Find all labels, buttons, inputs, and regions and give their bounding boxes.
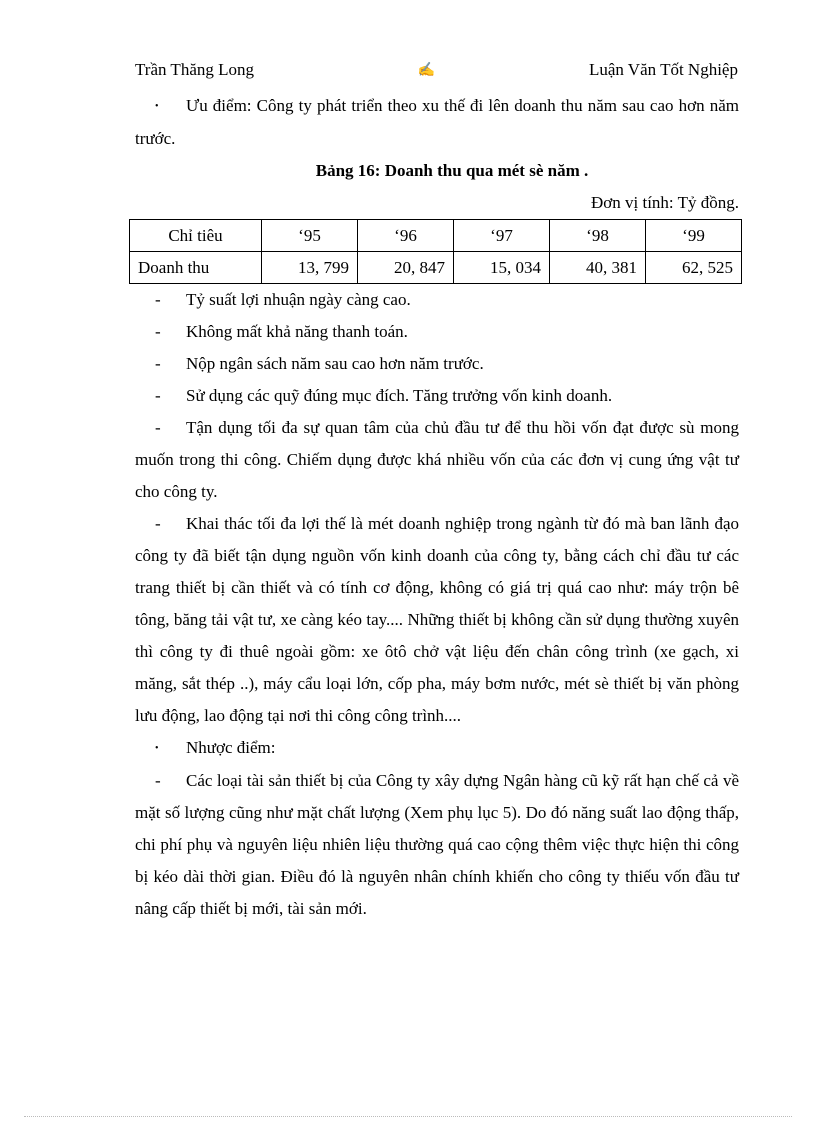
table-header-cell: Chỉ tiêu	[130, 220, 262, 252]
table-cell: 13, 799	[262, 252, 358, 284]
table-header-cell: ‘97	[454, 220, 550, 252]
table-cell: 20, 847	[358, 252, 454, 284]
dash-marker: -	[155, 771, 161, 790]
disadvantages-heading	[135, 732, 739, 765]
list-item	[135, 348, 739, 380]
table-header-cell: ‘99	[646, 220, 742, 252]
dash-marker: -	[155, 514, 161, 533]
table-cell: 15, 034	[454, 252, 550, 284]
disadvantages-paragraph	[135, 765, 739, 925]
table-header-cell: ‘96	[358, 220, 454, 252]
table-caption: Bảng 16: Doanh thu qua mét sè năm .	[315, 161, 589, 180]
dash-marker: -	[155, 290, 161, 309]
table-row-label: Doanh thu	[130, 252, 262, 284]
body-paragraph	[135, 412, 739, 508]
body-paragraph	[135, 508, 739, 732]
bullet-icon: •	[155, 743, 159, 754]
paragraph-text: Tận dụng tối đa sự quan tâm của chủ đầu tư để thu hồi vốn đạt được sù mong muốn trong thi công. Chiếm dụng được khá nhiều vốn của các đơn vị cung ứng vật tư cho công ty.	[135, 418, 739, 501]
pen-icon: ✍	[417, 62, 436, 78]
table-unit: Đơn vị tính: Tỷ đồng.	[591, 193, 739, 212]
bullet-icon: •	[155, 101, 159, 112]
revenue-table	[129, 219, 742, 284]
header-author: Trần Thăng Long	[135, 60, 254, 79]
disadvantages-title: Nhược điểm:	[186, 738, 276, 757]
dash-marker: -	[155, 354, 161, 373]
table-row	[130, 252, 742, 284]
table-header-cell: ‘95	[262, 220, 358, 252]
list-item-text: Không mất khả năng thanh toán.	[186, 322, 408, 341]
list-item	[135, 316, 739, 348]
list-item-text: Nộp ngân sách năm sau cao hơn năm trước.	[186, 354, 484, 373]
dash-marker: -	[155, 322, 161, 341]
paragraph-text: Các loại tài sản thiết bị của Công ty xây dựng Ngân hàng cũ kỹ rất hạn chế cả về mặt số lượng cũng như mặt chất lượng (Xem phụ lục 5). Do đó năng suất lao động thấp, chi phí phụ và nguyên liệu nhiên liệu thường quá cao cộng thêm việc thực hiện thi công bị kéo dài thời gian. Điều đó là nguyên nhân chính khiến cho công ty thiếu vốn đầu tư nâng cấp thiết bị mới, tài sản mới.	[135, 771, 739, 918]
dash-marker: -	[155, 386, 161, 405]
list-item	[135, 380, 739, 412]
header-title: Luận Văn Tốt Nghiệp	[588, 60, 738, 79]
page-header	[135, 58, 738, 82]
list-item-text: Tỷ suất lợi nhuận ngày càng cao.	[186, 290, 411, 309]
advantages-paragraph	[135, 90, 739, 155]
dash-marker: -	[155, 418, 161, 437]
table-header-row	[130, 220, 742, 252]
table-cell: 62, 525	[646, 252, 742, 284]
table-header-cell: ‘98	[550, 220, 646, 252]
page-body	[135, 90, 739, 925]
page-bottom-divider	[24, 1116, 792, 1117]
paragraph-text: Khai thác tối đa lợi thế là mét doanh nghiệp trong ngành từ đó mà ban lãnh đạo công ty đã biết tận dụng nguồn vốn kinh doanh của công ty, bằng cách chỉ đầu tư các trang thiết bị cần thiết và có tính cơ động, không có giá trị quá cao như: máy trộn bê tông, băng tải vật tư, xe càng kéo tay.... Những thiết bị không cần sử dụng thường xuyên thì công ty đi thuê ngoài gồm: xe ôtô chở vật liệu đến chân công trình (xe gạch, xi măng, sắt thép ..), máy cẩu loại lớn, cốp pha, máy bơm nước, mét sè thiết bị văn phòng lưu động, lao động tại nơi thi công công trình....	[135, 514, 739, 725]
list-item	[135, 284, 739, 316]
table-cell: 40, 381	[550, 252, 646, 284]
list-item-text: Sử dụng các quỹ đúng mục đích. Tăng trưởng vốn kinh doanh.	[186, 386, 613, 405]
advantages-text: Ưu điểm: Công ty phát triển theo xu thế đi lên doanh thu năm sau cao hơn năm trước.	[135, 96, 739, 148]
